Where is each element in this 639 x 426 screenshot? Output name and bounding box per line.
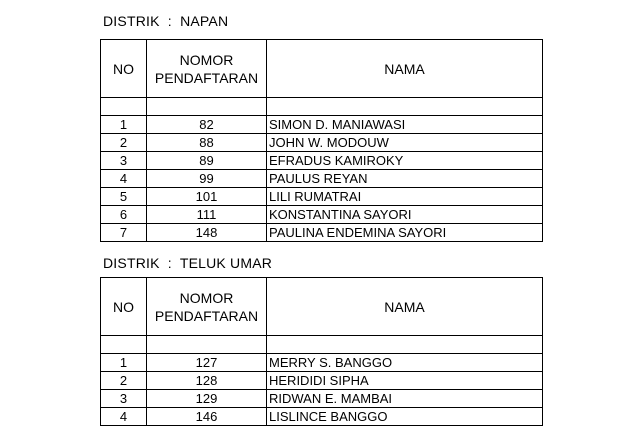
table-row bbox=[101, 206, 543, 224]
spacer-row bbox=[101, 336, 543, 354]
cell-name: LISLINCE BANGGO bbox=[267, 408, 543, 426]
cell-no: 1 bbox=[101, 354, 147, 372]
cell-no: 4 bbox=[101, 170, 147, 188]
col-header-pendaftaran: PENDAFTARAN bbox=[154, 307, 259, 324]
cell-no: 2 bbox=[101, 372, 147, 390]
cell-registration-number: 148 bbox=[147, 224, 267, 242]
table-row bbox=[101, 134, 543, 152]
table-row bbox=[101, 390, 543, 408]
table-row bbox=[101, 170, 543, 188]
table-row bbox=[101, 188, 543, 206]
district-heading-napan: DISTRIK : NAPAN bbox=[103, 13, 229, 29]
table-header-row bbox=[101, 278, 543, 336]
col-header-no: NO bbox=[101, 278, 147, 336]
spacer-row bbox=[101, 98, 543, 116]
cell-no: 1 bbox=[101, 116, 147, 134]
cell-name: LILI RUMATRAI bbox=[267, 188, 543, 206]
district-heading-teluk-umar: DISTRIK : TELUK UMAR bbox=[103, 255, 273, 271]
col-header-nama: NAMA bbox=[267, 40, 543, 98]
cell-registration-number: 111 bbox=[147, 206, 267, 224]
cell-name: EFRADUS KAMIROKY bbox=[267, 152, 543, 170]
cell-name: PAULUS REYAN bbox=[267, 170, 543, 188]
col-header-no: NO bbox=[101, 40, 147, 98]
col-header-nomor: NOMOR bbox=[179, 51, 234, 68]
cell-name: SIMON D. MANIAWASI bbox=[267, 116, 543, 134]
registration-table-napan bbox=[100, 39, 543, 242]
cell-name: JOHN W. MODOUW bbox=[267, 134, 543, 152]
col-header-nama: NAMA bbox=[267, 278, 543, 336]
cell-name: HERIDIDI SIPHA bbox=[267, 372, 543, 390]
cell-name: RIDWAN E. MAMBAI bbox=[267, 390, 543, 408]
cell-registration-number: 88 bbox=[147, 134, 267, 152]
cell-registration-number: 127 bbox=[147, 354, 267, 372]
cell-name: MERRY S. BANGGO bbox=[267, 354, 543, 372]
cell-registration-number: 129 bbox=[147, 390, 267, 408]
cell-no: 4 bbox=[101, 408, 147, 426]
table-row bbox=[101, 116, 543, 134]
registration-table-teluk-umar bbox=[100, 277, 543, 426]
cell-registration-number: 101 bbox=[147, 188, 267, 206]
cell-no: 6 bbox=[101, 206, 147, 224]
table-row bbox=[101, 372, 543, 390]
table-row bbox=[101, 354, 543, 372]
table-row bbox=[101, 152, 543, 170]
table-row bbox=[101, 408, 543, 426]
col-header-nomor: NOMOR bbox=[179, 289, 234, 306]
cell-name: KONSTANTINA SAYORI bbox=[267, 206, 543, 224]
cell-name: PAULINA ENDEMINA SAYORI bbox=[267, 224, 543, 242]
cell-registration-number: 146 bbox=[147, 408, 267, 426]
cell-registration-number: 99 bbox=[147, 170, 267, 188]
col-header-nomor-pendaftaran bbox=[147, 40, 267, 98]
col-header-nomor-pendaftaran bbox=[147, 278, 267, 336]
cell-no: 7 bbox=[101, 224, 147, 242]
cell-registration-number: 89 bbox=[147, 152, 267, 170]
col-header-pendaftaran: PENDAFTARAN bbox=[154, 69, 259, 86]
table-header-row bbox=[101, 40, 543, 98]
cell-no: 3 bbox=[101, 152, 147, 170]
cell-no: 5 bbox=[101, 188, 147, 206]
cell-registration-number: 82 bbox=[147, 116, 267, 134]
cell-no: 2 bbox=[101, 134, 147, 152]
table-row bbox=[101, 224, 543, 242]
cell-registration-number: 128 bbox=[147, 372, 267, 390]
cell-no: 3 bbox=[101, 390, 147, 408]
